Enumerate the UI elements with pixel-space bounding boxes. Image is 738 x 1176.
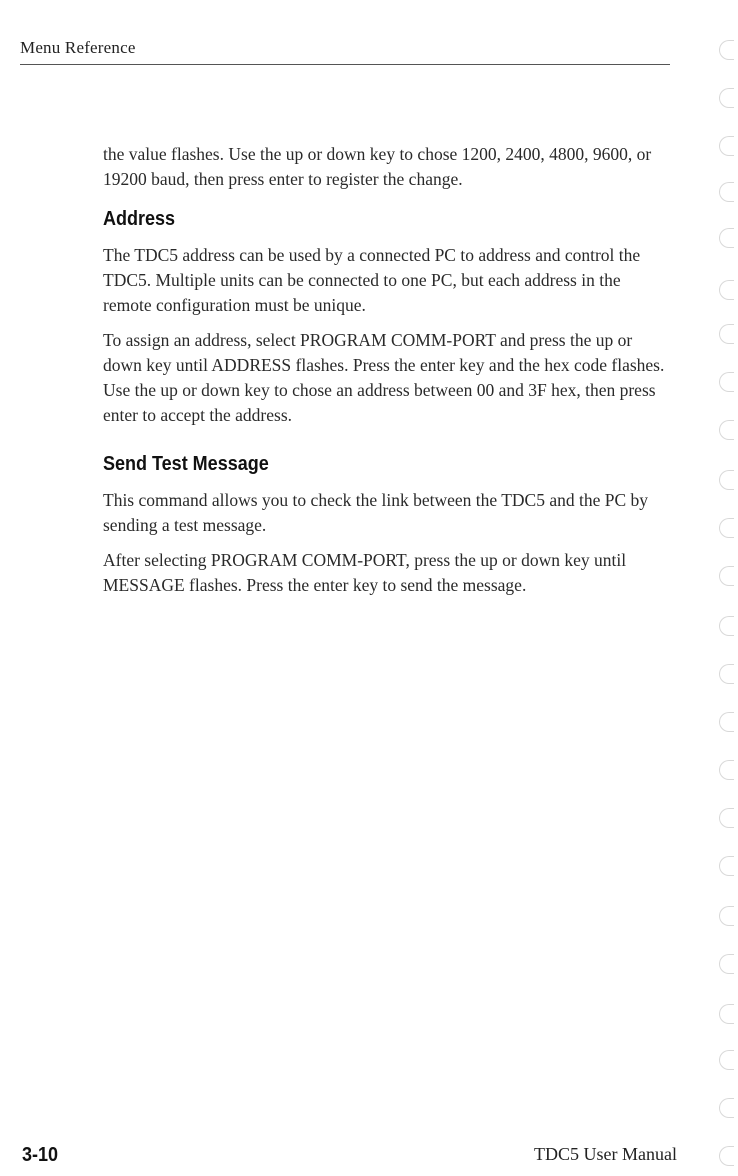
binding-hole xyxy=(719,1098,734,1118)
footer-manual-title: TDC5 User Manual xyxy=(534,1144,677,1164)
section-heading-send-test-message: Send Test Message xyxy=(103,453,269,475)
binding-hole xyxy=(719,954,734,974)
binding-hole xyxy=(719,760,734,780)
binding-hole xyxy=(719,1004,734,1024)
page-header xyxy=(20,36,670,65)
address-paragraph-2: To assign an address, select PROGRAM COMM-PORT and press the up or down key until ADDRESS flashes. Press the enter key and the hex code flashes. Use the up or down key to chose an address between 00 and 3F hex, then press enter to accept the address. xyxy=(103,330,665,425)
binding-hole xyxy=(719,856,734,876)
binding-hole xyxy=(719,372,734,392)
binding-hole xyxy=(719,566,734,586)
binding-hole xyxy=(719,616,734,636)
binding-hole xyxy=(719,228,734,248)
binding-hole xyxy=(719,906,734,926)
binding-hole xyxy=(719,324,734,344)
send-test-message-paragraph-2: After selecting PROGRAM COMM-PORT, press the up or down key until MESSAGE flashes. Press the enter key to send the message. xyxy=(103,550,627,595)
binding-hole xyxy=(719,470,734,490)
send-test-message-paragraph-1: This command allows you to check the link between the TDC5 and the PC by sending a test message. xyxy=(103,490,648,535)
running-header-title: Menu Reference xyxy=(20,38,136,57)
binding-hole xyxy=(719,420,734,440)
binding-hole xyxy=(719,40,734,60)
binding-hole xyxy=(719,808,734,828)
binding-hole xyxy=(719,1050,734,1070)
binding-hole xyxy=(719,518,734,538)
binding-hole xyxy=(719,1146,734,1166)
binding-hole xyxy=(719,280,734,300)
binding-hole-strip xyxy=(700,0,738,1176)
binding-hole xyxy=(719,712,734,732)
binding-hole xyxy=(719,136,734,156)
intro-paragraph: the value flashes. Use the up or down key to chose 1200, 2400, 4800, 9600, or 19200 baud, then press enter to register the change. xyxy=(103,144,652,189)
page-number: 3-10 xyxy=(22,1144,59,1166)
binding-hole xyxy=(719,88,734,108)
binding-hole xyxy=(719,182,734,202)
section-heading-address: Address xyxy=(103,208,176,230)
binding-hole xyxy=(719,664,734,684)
address-paragraph-1: The TDC5 address can be used by a connected PC to address and control the TDC5. Multiple units can be connected to one PC, but each address in the remote configuration must be unique. xyxy=(103,245,641,315)
page-content xyxy=(103,142,673,598)
